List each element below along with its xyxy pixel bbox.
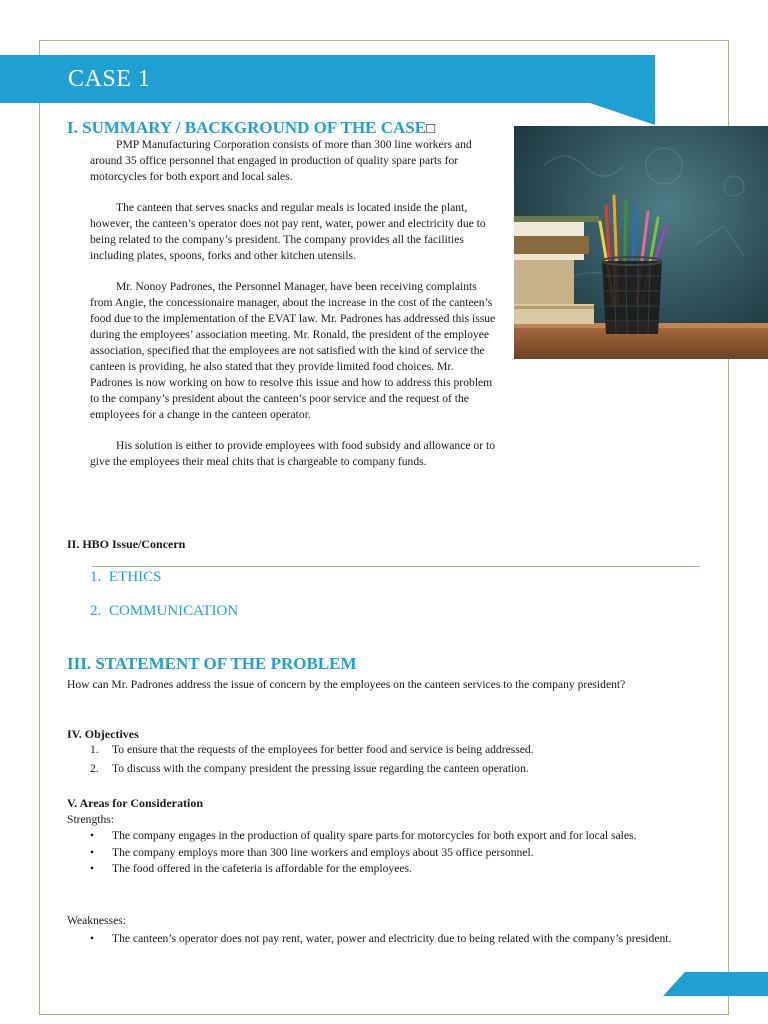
bullet-icon: •	[90, 862, 95, 875]
objective-number: 2.	[90, 761, 99, 775]
strength-text: The food offered in the cafeteria is affordable for the employees.	[112, 862, 412, 875]
section-5-heading: V. Areas for Consideration	[67, 796, 204, 810]
strengths-label: Strengths:	[67, 813, 115, 826]
summary-paragraph: The canteen that serves snacks and regular meals is located inside the plant, however, the canteen’s operator does not pay rent, water, power and electricity due to being related to the company’s president. The company provides all the facilities including plates, spoons, forks and other kitchen utensils.	[90, 201, 486, 262]
objective-item	[90, 742, 690, 759]
page-title: CASE 1	[68, 66, 151, 92]
checkbox-glyph-icon: □	[426, 121, 436, 137]
strength-item	[90, 845, 700, 862]
weaknesses-list	[90, 931, 700, 948]
hbo-issue-number: 2.	[90, 603, 102, 619]
weakness-item	[90, 931, 700, 948]
bullet-icon: •	[90, 829, 95, 842]
strength-item	[90, 828, 700, 845]
section-1-heading	[67, 118, 435, 138]
bullet-icon: •	[90, 845, 95, 859]
objective-text: To discuss with the company president the pressing issue regarding the canteen operation.	[112, 761, 529, 775]
hbo-issue-label: ETHICS	[109, 569, 162, 585]
section-3-heading: III. STATEMENT OF THE PROBLEM	[67, 654, 357, 673]
section-4-heading: IV. Objectives	[67, 727, 139, 741]
hbo-issue-label: COMMUNICATION	[109, 603, 239, 619]
weakness-text: The canteen’s operator does not pay rent, water, power and electricity due to being related with the company’s president.	[112, 932, 672, 945]
hbo-issue-number: 1.	[90, 569, 102, 585]
strengths-list	[90, 828, 700, 878]
weaknesses-label: Weaknesses:	[67, 914, 126, 927]
strength-item	[90, 861, 700, 878]
problem-statement-text: How can Mr. Padrones address the issue of concern by the employees on the canteen services to the company president?	[67, 678, 626, 691]
strength-text: The company employs more than 300 line workers and employs about 35 office personnel.	[112, 845, 534, 859]
hbo-issue-item	[90, 603, 238, 620]
banner-tail	[590, 103, 655, 125]
section-1-heading-text: I. SUMMARY / BACKGROUND OF THE CASE	[67, 118, 427, 137]
bullet-icon: •	[90, 932, 95, 945]
problem-statement	[67, 677, 672, 693]
objective-number: 1.	[90, 743, 99, 756]
objective-text: To ensure that the requests of the employees for better food and service is being addressed.	[112, 743, 534, 756]
section-1-body	[90, 137, 498, 470]
hbo-issue-item	[90, 569, 162, 586]
objective-item	[90, 761, 690, 778]
divider-line	[92, 566, 700, 567]
summary-paragraph: Mr. Nonoy Padrones, the Personnel Manager, have been receiving complaints from Angie, the concessionaire manager, about the increase in the cost of the canteen’s food due to the implementation of the EVAT law. Mr. Padrones has addressed this issue during the employees’ association meeting. Mr. Ronald, the president of the employee association, specified that the employees are not satisfied with the kind of service the canteen is providing, he also stated that they provide limited food choices. Mr. Padrones is now working on how to resolve this issue and how to address this problem to the company’s president about the canteen’s poor service and the request of the employees for a change in the canteen operator.	[90, 280, 496, 421]
summary-paragraph: His solution is either to provide employees with food subsidy and allowance or to give the employees their meal chits that is chargeable to company funds.	[90, 439, 495, 468]
pencil-cup-books-photo	[514, 126, 768, 359]
strength-text: The company engages in the production of quality spare parts for motorcycles for both export and for local sales.	[112, 829, 637, 842]
summary-paragraph: PMP Manufacturing Corporation consists of more than 300 line workers and around 35 office personnel that engaged in production of quality spare parts for motorcycles for both export and local sales.	[90, 138, 472, 183]
section-2-heading: II. HBO Issue/Concern	[67, 537, 186, 551]
objectives-list	[90, 742, 690, 777]
